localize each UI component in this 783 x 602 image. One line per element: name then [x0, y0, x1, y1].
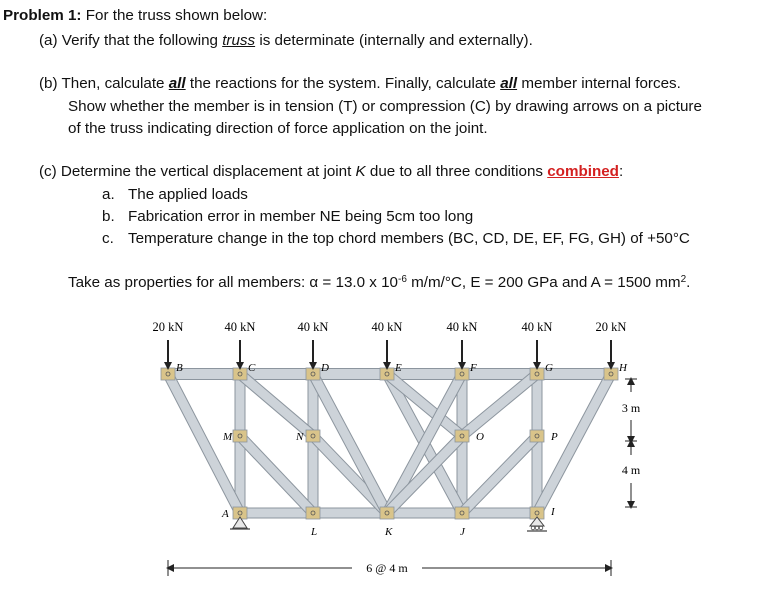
joint-label-O: O [476, 431, 484, 443]
load-label: 40 kN [521, 320, 553, 334]
joint-label-N: N [296, 431, 304, 443]
gusset-H [604, 368, 618, 380]
item-text: The applied loads [128, 186, 248, 203]
gusset-E [380, 368, 394, 380]
problem-intro: For the truss shown below: [81, 7, 268, 24]
load-label: 40 kN [446, 320, 478, 334]
joint-label-L: L [311, 526, 318, 538]
joint-label-E: E [395, 362, 402, 374]
gusset-L [306, 507, 320, 519]
load-label: 20 kN [595, 320, 627, 334]
properties-exponent: -6 [397, 274, 407, 285]
gusset-B [161, 368, 175, 380]
problem-title: Problem 1: [3, 7, 82, 24]
dim-label-4m: 4 m [621, 463, 641, 477]
item-marker: c. [102, 230, 114, 247]
joint-label-J: J [460, 526, 465, 538]
load-label: 20 kN [152, 320, 184, 334]
properties-suffix: . [686, 274, 691, 291]
part-c-mid: due to all three conditions [365, 163, 548, 180]
gusset-D [306, 368, 320, 380]
properties-exponent-2: 2 [680, 274, 687, 285]
load-label: 40 kN [297, 320, 329, 334]
item-marker: b. [102, 208, 115, 225]
member-CN [240, 374, 313, 436]
part-a-suffix: is determinate (internally and externally). [255, 32, 533, 49]
joint-label-G: G [545, 362, 553, 374]
gusset-J [455, 507, 469, 519]
joint-label-H: H [619, 362, 627, 374]
part-b-all-2: all [500, 75, 518, 92]
gusset-M [233, 430, 247, 442]
part-c-suffix: : [618, 163, 624, 180]
member-PJ [462, 436, 537, 513]
item-text: Fabrication error in member NE being 5cm too long [128, 208, 474, 225]
part-c-combined: combined [547, 163, 619, 180]
load-label: 40 kN [371, 320, 403, 334]
member-GO [462, 374, 537, 436]
joint-label-C: C [248, 362, 256, 374]
joint-label-M: M [223, 431, 233, 443]
roller-wheel [531, 526, 535, 530]
member-ML [240, 436, 313, 513]
item-marker: a. [102, 186, 115, 203]
gusset-P [530, 430, 544, 442]
gusset-F [455, 368, 469, 380]
part-b-mid: the reactions for the system. Finally, calculate [185, 75, 501, 92]
roller-wheel [539, 526, 543, 530]
part-b-prefix: (b) Then, calculate [39, 75, 169, 92]
roller-wheel [535, 526, 539, 530]
part-c-joint: K [355, 163, 366, 180]
properties-mid: m/m/°C, E = 200 GPa and A = 1500 mm [406, 274, 681, 291]
part-b-line2: Show whether the member is in tension (T) or compression (C) by drawing arrows on a picture [68, 98, 702, 115]
joint-label-I: I [551, 506, 555, 518]
span-label: 6 @ 4 m [366, 561, 408, 575]
gusset-K [380, 507, 394, 519]
part-a-prefix: (a) Verify that the following [39, 32, 223, 49]
dim-label-3m: 3 m [621, 401, 641, 415]
gusset-C [233, 368, 247, 380]
gusset-G [530, 368, 544, 380]
joint-label-F: F [470, 362, 477, 374]
properties-prefix: Take as properties for all members: α = 13.0 x 10 [68, 274, 398, 291]
part-b-suffix: member internal forces. [517, 75, 681, 92]
part-a-truss-word: truss [222, 32, 256, 49]
gusset-N [306, 430, 320, 442]
part-c-prefix: (c) Determine the vertical displacement at joint [39, 163, 356, 180]
joint-label-K: K [385, 526, 393, 538]
part-b-line3: of the truss indicating direction of force application on the joint. [68, 120, 488, 137]
part-b-all-1: all [168, 75, 186, 92]
load-arrows [153, 320, 627, 366]
load-label: 40 kN [224, 320, 256, 334]
joint-label-P: P [551, 431, 558, 443]
gusset-O [455, 430, 469, 442]
truss-members [168, 374, 611, 513]
joint-label-D: D [321, 362, 329, 374]
joint-label-A: A [222, 508, 229, 520]
item-text: Temperature change in the top chord members (BC, CD, DE, EF, FG, GH) of +50°C [128, 230, 690, 247]
member-BA [168, 374, 240, 513]
member-HI [537, 374, 611, 513]
joint-label-B: B [176, 362, 183, 374]
